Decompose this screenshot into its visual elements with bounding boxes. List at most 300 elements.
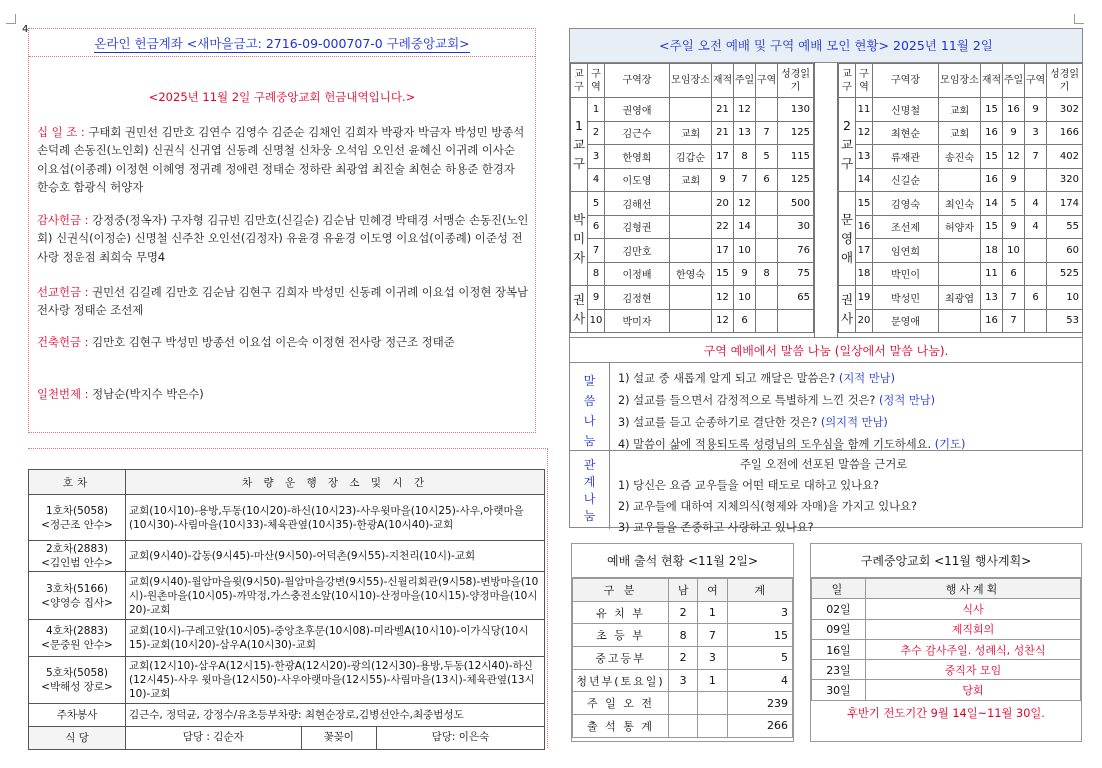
share-title: 구역 예배에서 말씀 나눔 (일상에서 말씀 나눔). <box>570 337 1082 363</box>
table-cell: 4 <box>1025 192 1047 216</box>
bus-route: 교회(10시)-구례고앞(10시05)-중앙초후문(10시08)-미라벨A(10시10)-이가식당(10시15)-교회(10시20)-삼우A(10시30)-교회 <box>126 620 545 657</box>
table-cell <box>1025 239 1047 263</box>
event-date: 02일 <box>812 599 866 619</box>
table-header <box>573 579 793 602</box>
group-char: 영 <box>840 231 854 246</box>
table-row <box>573 715 793 738</box>
group-char: 구 <box>840 156 854 171</box>
table-cell: 임연희 <box>873 239 939 263</box>
event-name: 식사 <box>866 599 1081 619</box>
attendance-title: 예배 출석 현황 <11월 2일> <box>572 544 793 578</box>
bus-route: 교회(9시40)-월암마을윗(9시50)-월암마을강변(9시55)-신월리회관(9시58)-변방마을(10시)-원촌마을(10시05)-까막정,가스충전소앞(10시10)-산정마을(10시15)-양정마을(10시20)-교회 <box>126 572 545 620</box>
event-date: 09일 <box>812 619 866 639</box>
table-cell: 10 <box>734 286 756 310</box>
word-sharing-box <box>570 363 1082 451</box>
table-row <box>812 619 1081 639</box>
table-cell: 송진숙 <box>939 145 981 169</box>
table-cell: 21 <box>712 98 734 122</box>
table-cell <box>1025 168 1047 192</box>
table-cell: 유 치 부 <box>573 601 669 624</box>
table-cell: 16 <box>981 121 1003 145</box>
table-cell: 주 일 오 전 <box>573 692 669 715</box>
table-cell: 75 <box>778 262 814 286</box>
relation-sharing-label: 관 계 나 눔 <box>570 451 610 529</box>
offering-panel <box>28 28 536 433</box>
table-cell: 12 <box>856 121 873 145</box>
relation-sharing-box <box>570 451 1082 534</box>
group-char: 1 <box>575 118 583 133</box>
header-route: 차 량 운 행 장 소 및 시 간 <box>126 470 545 495</box>
table-cell: 15 <box>981 98 1003 122</box>
table-cell: 문영애 <box>873 309 939 333</box>
event-name: 당회 <box>866 680 1081 700</box>
header-cell: 재적 <box>712 64 734 98</box>
table-cell: 김해선 <box>605 192 670 216</box>
table-cell: 14 <box>981 192 1003 216</box>
table-cell: 교회 <box>939 98 981 122</box>
bus-car: 3호차(5166) <양영승 집사> <box>29 572 126 620</box>
table-cell <box>939 168 981 192</box>
meal-row <box>126 727 545 750</box>
table-cell: 2 <box>669 647 698 670</box>
table-cell: 김갑순 <box>670 145 712 169</box>
bus-car: 1호차(5058) <정근조 안수> <box>29 495 126 541</box>
table-cell <box>670 309 712 333</box>
header-cell: 성경읽기 <box>778 64 814 98</box>
table-cell: 11 <box>856 98 873 122</box>
header-cell: 남 <box>669 579 698 602</box>
table-cell: 6 <box>588 215 605 239</box>
table-cell <box>698 715 727 738</box>
table-row <box>571 121 814 145</box>
table-cell: 18 <box>856 262 873 286</box>
events-table <box>811 578 1081 701</box>
table-cell: 8 <box>756 262 778 286</box>
crop-mark-top-left <box>6 14 16 24</box>
table-cell: 266 <box>727 715 792 738</box>
table-cell: 14 <box>734 215 756 239</box>
table-cell: 16 <box>1003 98 1025 122</box>
meal-label: 식 당 <box>29 727 126 750</box>
table-cell: 1 <box>698 669 727 692</box>
table-row <box>839 262 1083 286</box>
relation-title: 주일 오전에 선포된 말씀을 근거로 <box>740 458 908 471</box>
district-group <box>571 192 588 286</box>
table-cell: 76 <box>778 239 814 263</box>
meal-duty: 담당 : 김순자 <box>126 727 302 749</box>
table-cell: 17 <box>712 145 734 169</box>
event-date: 30일 <box>812 680 866 700</box>
group-char: 교 <box>840 137 854 152</box>
table-row <box>571 286 814 310</box>
table-cell: 16 <box>856 215 873 239</box>
table-cell: 17 <box>712 239 734 263</box>
table-row <box>29 572 545 620</box>
table-cell: 9 <box>734 262 756 286</box>
table-cell: 신명철 <box>873 98 939 122</box>
table-row <box>839 121 1083 145</box>
group-char: 사 <box>572 311 586 326</box>
table-cell: 21 <box>712 121 734 145</box>
table-row <box>812 660 1081 680</box>
table-cell: 11 <box>981 262 1003 286</box>
table-cell: 402 <box>1047 145 1083 169</box>
table-cell: 16 <box>981 309 1003 333</box>
table-cell: 2 <box>588 121 605 145</box>
table-row <box>839 215 1083 239</box>
table-row <box>839 145 1083 169</box>
table-cell: 16 <box>981 168 1003 192</box>
table-row <box>29 727 545 750</box>
table-cell: 5 <box>1003 192 1025 216</box>
table-cell: 3 <box>698 647 727 670</box>
table-header <box>839 64 1083 98</box>
table-cell: 한영희 <box>605 145 670 169</box>
table-cell <box>939 309 981 333</box>
district-group <box>839 192 856 286</box>
table-cell: 6 <box>1003 262 1025 286</box>
table-cell: 1 <box>588 98 605 122</box>
table-row <box>571 145 814 169</box>
table-row <box>812 599 1081 619</box>
table-cell: 3 <box>588 145 605 169</box>
table-cell: 8 <box>734 145 756 169</box>
table-cell: 9 <box>1003 168 1025 192</box>
mission-section: 선교헌금 : 권민선 김길례 김만호 김순남 김현구 김희자 박성민 신동례 이귀례 이요섭 이정현 장복남 전사랑 정태순 조선제 <box>37 285 529 318</box>
table-cell: 125 <box>778 168 814 192</box>
table-cell: 320 <box>1047 168 1083 192</box>
table-cell: 3 <box>727 601 792 624</box>
table-cell: 500 <box>778 192 814 216</box>
table-cell: 최현순 <box>873 121 939 145</box>
table-cell: 조선제 <box>873 215 939 239</box>
crop-mark-top-right <box>1074 14 1084 24</box>
table-cell: 10 <box>1047 286 1083 310</box>
events-panel <box>810 543 1082 742</box>
header-cell: 구역 <box>856 64 873 98</box>
table-cell: 12 <box>712 286 734 310</box>
table-cell <box>756 215 778 239</box>
table-cell: 10 <box>588 309 605 333</box>
table-cell: 9 <box>712 168 734 192</box>
table-row <box>573 669 793 692</box>
table-cell: 교회 <box>670 168 712 192</box>
header-cell: 주일 <box>1003 64 1025 98</box>
worship-title: <주일 오전 예배 및 구역 예배 모인 현황> 2025년 11월 2일 <box>570 29 1082 63</box>
table-cell: 15 <box>727 624 792 647</box>
table-cell <box>756 192 778 216</box>
table-cell: 15 <box>712 262 734 286</box>
table-row <box>573 647 793 670</box>
table-cell: 신길순 <box>873 168 939 192</box>
table-cell <box>670 239 712 263</box>
table-row <box>839 239 1083 263</box>
table-cell: 한영숙 <box>670 262 712 286</box>
table-cell: 교회 <box>939 121 981 145</box>
table-row <box>839 192 1083 216</box>
table-cell: 12 <box>1003 145 1025 169</box>
table-cell: 125 <box>778 121 814 145</box>
relation-question: 1) 당신은 요즘 교우들을 어떤 태도로 대하고 있나요? <box>618 479 879 492</box>
table-cell: 출 석 통 계 <box>573 715 669 738</box>
table-cell: 130 <box>778 98 814 122</box>
table-cell: 김정현 <box>605 286 670 310</box>
table-cell: 4 <box>1025 215 1047 239</box>
table-cell: 174 <box>1047 192 1083 216</box>
table-row <box>839 98 1083 122</box>
table-cell: 13 <box>856 145 873 169</box>
table-cell: 최인숙 <box>939 192 981 216</box>
table-cell: 15 <box>981 215 1003 239</box>
group-char: 자 <box>572 250 586 265</box>
group-char: 교 <box>572 137 586 152</box>
header-cell: 구역 <box>588 64 605 98</box>
table-cell: 5 <box>756 145 778 169</box>
table-cell: 17 <box>856 239 873 263</box>
share-question: 3) 설교를 듣고 순종하기로 결단한 것은? (의지적 만남) <box>618 416 888 429</box>
bus-car: 2호차(2883) <김인범 안수> <box>29 541 126 572</box>
table-row <box>571 192 814 216</box>
table-cell: 이도영 <box>605 168 670 192</box>
header-cell: 구역장 <box>873 64 939 98</box>
table-cell: 14 <box>856 168 873 192</box>
table-cell: 19 <box>856 286 873 310</box>
table-cell: 7 <box>1003 309 1025 333</box>
table-cell <box>669 715 698 738</box>
event-name: 중직자 모임 <box>866 660 1081 680</box>
table-row <box>571 239 814 263</box>
district-group <box>839 98 856 192</box>
table-cell <box>756 286 778 310</box>
table-row <box>573 692 793 715</box>
table-row <box>29 704 545 727</box>
building-section: 건축헌금 : 김만호 김현구 박성민 방종선 이요섭 이은숙 이정현 전사랑 정근조 정태준 <box>37 335 455 349</box>
district-group <box>571 98 588 192</box>
header-cell: 구역 <box>1025 64 1047 98</box>
table-cell: 12 <box>734 192 756 216</box>
event-date: 23일 <box>812 660 866 680</box>
bus-car: 4호차(2883) <문중원 안수> <box>29 620 126 657</box>
table-cell: 권영애 <box>605 98 670 122</box>
table-row <box>839 309 1083 333</box>
ilcheon-section: 일천번제 : 정남순(박지수 박은수) <box>37 387 204 401</box>
table-cell <box>1025 262 1047 286</box>
table-cell: 115 <box>778 145 814 169</box>
relation-question: 2) 교우들에 대하여 지체의식(형제와 자매)을 가지고 있나요? <box>618 500 917 513</box>
bus-schedule-table <box>28 469 545 750</box>
group-char: 미 <box>572 231 586 246</box>
table-cell: 청년부(토요일) <box>573 669 669 692</box>
table-cell <box>939 239 981 263</box>
table-cell <box>778 309 814 333</box>
district-table-right <box>838 63 1083 333</box>
parking-volunteers: 김근수, 정덕균, 강정수/유초등부차량: 최현순장로,김병선안수,최중범성도 <box>126 704 545 727</box>
group-char: 사 <box>840 311 854 326</box>
group-char: 권 <box>840 292 854 307</box>
offering-title: <2025년 11월 2일 구례중앙교회 헌금내역입니다.> <box>148 90 416 104</box>
table-row <box>571 98 814 122</box>
table-row <box>29 541 545 572</box>
table-cell: 6 <box>734 309 756 333</box>
parking-label: 주차봉사 <box>29 704 126 727</box>
header-cell: 구역 <box>756 64 778 98</box>
table-cell: 2 <box>669 601 698 624</box>
share-question: 4) 말씀이 삶에 적용되도록 성령님의 도우심을 함께 기도하세요. (기도) <box>618 438 966 451</box>
table-cell <box>670 215 712 239</box>
district-group <box>839 286 856 333</box>
table-cell: 6 <box>756 168 778 192</box>
event-name: 제직회의 <box>866 619 1081 639</box>
table-cell: 교회 <box>670 121 712 145</box>
table-cell: 4 <box>727 669 792 692</box>
table-cell: 중고등부 <box>573 647 669 670</box>
table-gap <box>814 63 838 337</box>
table-cell <box>939 262 981 286</box>
table-cell <box>698 692 727 715</box>
table-cell: 1 <box>698 601 727 624</box>
table-cell: 박미자 <box>605 309 670 333</box>
table-cell: 8 <box>669 624 698 647</box>
table-row <box>812 680 1081 700</box>
tithe-section: 십 일 조 : 구태회 권민선 김만호 김연수 김영수 김준순 김채인 김희자 박광자 박금자 박성민 방종석 손덕례 손동진(노인회) 신권식 신귀엽 신동례 신명철 신차웅 오석임 오인선 윤혜신 이귀례 이사순 이요섭(이종례) 이정현 이혜영 정귀례 정애련 정태순 정하란 최광엽 최진술 최현순 하용준 한경자 한승호 함광식 허양자 <box>37 125 525 194</box>
table-cell: 13 <box>734 121 756 145</box>
table-row <box>839 168 1083 192</box>
table-cell: 10 <box>734 239 756 263</box>
table-cell: 53 <box>1047 309 1083 333</box>
table-cell: 10 <box>1003 239 1025 263</box>
table-cell: 302 <box>1047 98 1083 122</box>
evangelism-period: 후반기 전도기간 9월 14일~11월 30일. <box>847 706 1045 720</box>
page-number: 4 <box>22 24 29 35</box>
relation-question: 3) 교우들을 존중하고 사랑하고 있나요? <box>618 521 814 534</box>
table-cell: 15 <box>856 192 873 216</box>
district-table-left <box>570 63 814 333</box>
table-cell: 7 <box>1025 145 1047 169</box>
table-cell: 239 <box>727 692 792 715</box>
divider <box>29 56 535 57</box>
table-cell: 3 <box>1025 121 1047 145</box>
table-row <box>571 215 814 239</box>
table-cell: 15 <box>981 145 1003 169</box>
flower-label: 꽃꽂이 <box>302 727 377 749</box>
table-row <box>571 262 814 286</box>
table-cell: 9 <box>588 286 605 310</box>
group-char: 권 <box>572 292 586 307</box>
table-cell <box>756 309 778 333</box>
event-date: 16일 <box>812 639 866 659</box>
table-cell: 7 <box>588 239 605 263</box>
group-char: 박 <box>572 212 586 227</box>
thanks-section: 감사헌금 : 강정중(정옥자) 구자형 김규빈 김만호(신길순) 김순남 민혜경 박태경 서맹순 손동진(노인회) 신권식(이정순) 신명철 신주찬 오인선(김정자) 유윤경 유윤경 이도영 이요섭(이종례) 이준성 전사랑 정운점 최희숙 무명4 <box>37 213 529 264</box>
flower-duty: 담당: 이은숙 <box>431 731 490 743</box>
table-row <box>571 309 814 333</box>
table-cell: 9 <box>1003 121 1025 145</box>
table-cell: 6 <box>1025 286 1047 310</box>
table-header <box>29 470 545 495</box>
table-cell: 김영숙 <box>873 192 939 216</box>
table-cell: 5 <box>727 647 792 670</box>
header-cell: 재적 <box>981 64 1003 98</box>
table-row <box>812 639 1081 659</box>
table-cell: 류재관 <box>873 145 939 169</box>
table-cell: 이정배 <box>605 262 670 286</box>
header-cell: 교구 <box>839 64 856 98</box>
header-cell: 모임장소 <box>939 64 981 98</box>
table-cell <box>756 239 778 263</box>
header-cell: 여 <box>698 579 727 602</box>
table-cell: 8 <box>588 262 605 286</box>
table-cell: 5 <box>588 192 605 216</box>
table-cell: 30 <box>778 215 814 239</box>
table-cell <box>670 192 712 216</box>
table-row <box>29 495 545 541</box>
table-header <box>571 64 814 98</box>
header-cell: 계 <box>727 579 792 602</box>
table-cell: 65 <box>778 286 814 310</box>
district-group <box>571 286 588 333</box>
table-row <box>29 657 545 704</box>
table-header <box>812 579 1081 599</box>
table-cell: 9 <box>1003 215 1025 239</box>
table-cell: 7 <box>734 168 756 192</box>
header-cell: 행사계획 <box>866 579 1081 599</box>
table-row <box>573 624 793 647</box>
table-cell: 22 <box>712 215 734 239</box>
table-row <box>29 620 545 657</box>
bus-route: 교회(10시10)-용방,두동(10시20)-하신(10시23)-사우윗마을(10시25)-사우,아랫마을(10시30)-사림마을(10시33)-체육관옆(10시35)-한광A(10시40)-교회 <box>126 495 545 541</box>
table-cell: 13 <box>981 286 1003 310</box>
header-cell: 모임장소 <box>670 64 712 98</box>
table-cell: 18 <box>981 239 1003 263</box>
header-car: 호차 <box>29 470 126 495</box>
group-char: 문 <box>840 212 854 227</box>
table-cell: 김근수 <box>605 121 670 145</box>
group-char: 2 <box>843 118 851 133</box>
bank-account: 온라인 헌금계좌 <새마을금고: 2716-09-000707-0 구례중앙교회> <box>94 36 470 51</box>
table-cell: 12 <box>734 98 756 122</box>
table-cell: 166 <box>1047 121 1083 145</box>
table-cell: 9 <box>1025 98 1047 122</box>
table-cell <box>756 98 778 122</box>
table-cell: 3 <box>669 669 698 692</box>
table-row <box>573 601 793 624</box>
attendance-table <box>572 578 793 738</box>
table-cell <box>1025 309 1047 333</box>
group-char: 애 <box>840 250 854 265</box>
table-cell: 12 <box>712 309 734 333</box>
table-row <box>839 286 1083 310</box>
attendance-panel <box>571 543 794 742</box>
table-cell <box>669 692 698 715</box>
header-cell: 구역장 <box>605 64 670 98</box>
table-cell: 박민이 <box>873 262 939 286</box>
table-row <box>571 168 814 192</box>
table-cell <box>670 286 712 310</box>
table-cell: 4 <box>588 168 605 192</box>
event-name: 추수 감사주일. 성례식, 성찬식 <box>866 639 1081 659</box>
table-cell: 7 <box>756 121 778 145</box>
header-cell: 구 분 <box>573 579 669 602</box>
table-cell: 20 <box>856 309 873 333</box>
table-cell: 김형권 <box>605 215 670 239</box>
header-cell: 교구 <box>571 64 588 98</box>
header-cell: 성경읽기 <box>1047 64 1083 98</box>
table-cell: 초 등 부 <box>573 624 669 647</box>
table-cell: 허양자 <box>939 215 981 239</box>
group-char: 구 <box>572 156 586 171</box>
worship-panel <box>569 28 1083 534</box>
bus-car: 5호차(5058) <박해성 장로> <box>29 657 126 704</box>
